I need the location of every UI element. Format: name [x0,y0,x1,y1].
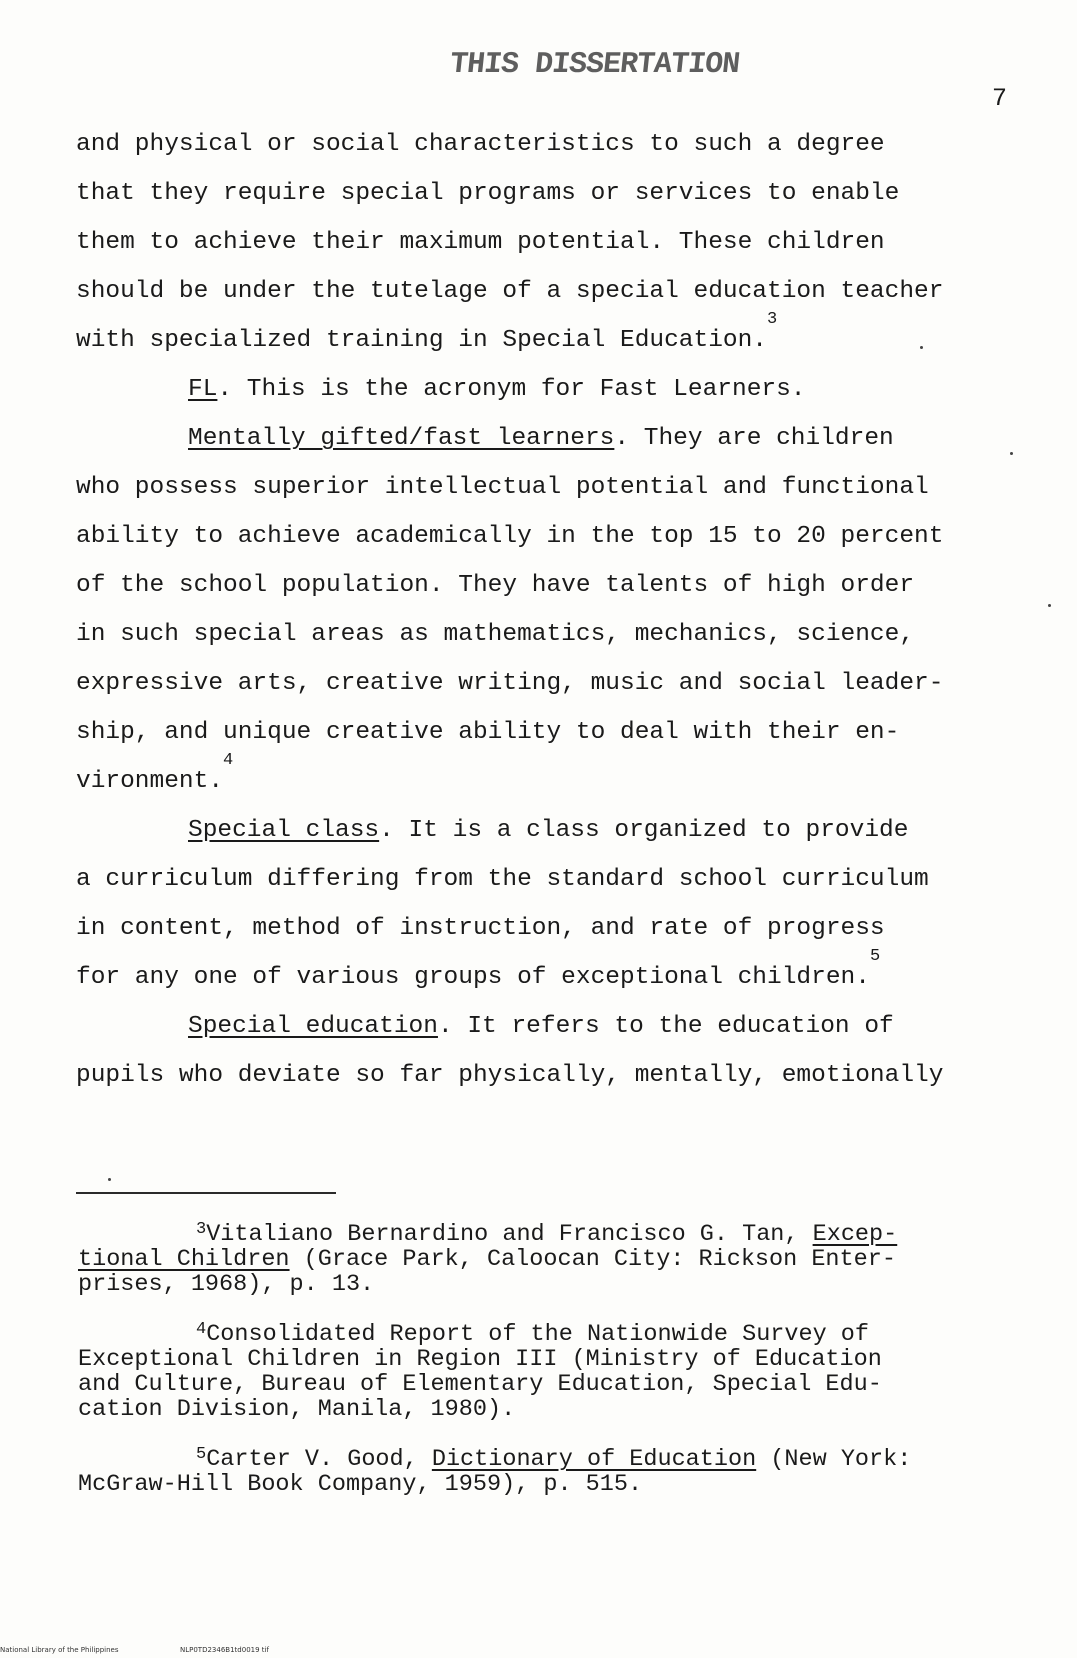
body-line: should be under the tutelage of a special education teacher [76,278,944,305]
footnote-title: Dictionary of Education [431,1446,757,1473]
footer-library: National Library of the Philippines [0,1646,119,1654]
body-line: them to achieve their maximum potential. These children [76,229,885,256]
footnote-3 [196,1222,897,1249]
body-text: with specialized training in Special Education. [76,327,768,354]
term-gifted: Mentally gifted/fast learners [188,425,615,452]
dissertation-stamp: THIS DISSERTATION [448,48,741,82]
term-fl: FL [188,376,218,403]
footnote-text: Consolidated Report of the Nationwide Survey of [206,1321,870,1348]
footnote-text: Carter V. Good, [206,1446,432,1473]
body-line: a curriculum differing from the standard school curriculum [76,866,929,893]
page-number: 7 [992,84,1008,113]
footnote-number: 3 [196,1220,207,1239]
body-line: expressive arts, creative writing, music and social leader- [76,670,944,697]
body-line: ability to achieve academically in the top 15 to 20 percent [76,523,944,550]
scan-speck [920,346,923,349]
body-text: for any one of various groups of exceptional children. [76,964,870,991]
body-line: of the school population. They have talents of high order [76,572,915,599]
footnote-title: tional Children [78,1246,290,1273]
footnote-text: Vitaliano Bernardino and Francisco G. Tan, [206,1221,813,1248]
scan-speck [1010,452,1013,455]
body-line [76,751,234,797]
definition-special-education [188,1012,894,1042]
scan-speck [1048,604,1051,607]
definition-special-class [188,816,908,846]
footnote-4 [196,1322,869,1349]
footnote-ref-3: 3 [767,310,778,329]
definition-text: . They are children [614,425,894,452]
definition-text: . It is a class organized to provide [379,817,909,844]
footnote-4-line: cation Division, Manila, 1980). [78,1396,516,1423]
footnote-5 [196,1447,911,1474]
footnote-text: (Grace Park, Caloocan City: Rickson Enter- [289,1246,896,1273]
body-line [76,947,881,993]
term-special-class: Special class [188,817,380,844]
body-line: that they require special programs or services to enable [76,180,900,207]
footnote-5-line: McGraw-Hill Book Company, 1959), p. 515. [78,1471,643,1498]
body-text: vironment. [76,768,224,795]
body-line: in content, method of instruction, and rate of progress [76,915,885,942]
term-special-education: Special education [188,1013,438,1040]
definition-text: . This is the acronym for Fast Learners. [217,376,806,403]
footnote-number: 4 [196,1320,207,1339]
footnote-3-line: prises, 1968), p. 13. [78,1271,375,1298]
footnote-4-line: Exceptional Children in Region III (Ministry of Education [78,1346,882,1373]
body-line: ship, and unique creative ability to deal with their en- [76,719,900,746]
body-line: and physical or social characteristics to such a degree [76,131,885,158]
footer-filename: NLP0TD2346B1td0019 tif [180,1646,269,1654]
definition-fl [188,375,806,405]
footnote-title: Excep- [812,1221,898,1248]
definition-gifted [188,424,894,454]
footnote-divider [76,1192,336,1194]
footnote-text: (New York: [756,1446,912,1473]
footnote-3-line [78,1247,896,1272]
footnote-4-line: and Culture, Bureau of Elementary Education, Special Edu- [78,1371,882,1398]
body-line: who possess superior intellectual potential and functional [76,474,929,501]
body-line: in such special areas as mathematics, mechanics, science, [76,621,915,648]
footnote-ref-4: 4 [223,751,234,770]
definition-text: . It refers to the education of [437,1013,894,1040]
body-line [76,310,778,356]
body-line: pupils who deviate so far physically, mentally, emotionally [76,1062,944,1089]
footnote-number: 5 [196,1445,207,1464]
scan-speck [108,1178,111,1181]
footnote-ref-5: 5 [869,947,881,966]
